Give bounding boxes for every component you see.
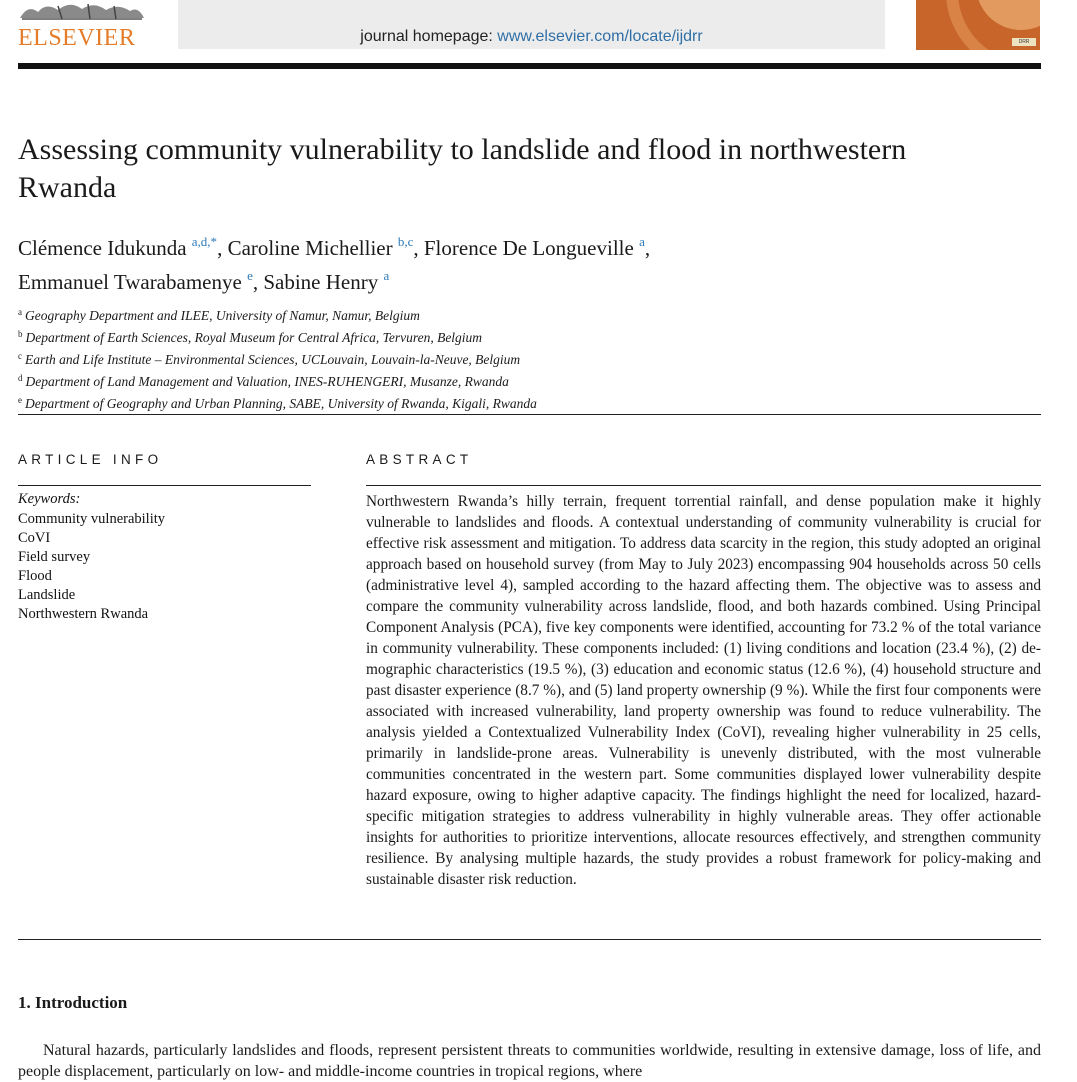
journal-homepage-banner <box>178 0 885 49</box>
author-name: Sabine Henry <box>263 270 379 294</box>
affiliation-mark: b <box>18 329 23 339</box>
author-name: Clémence Idukunda <box>18 236 187 260</box>
affiliation-mark: c <box>18 351 22 361</box>
affiliation-text: Department of Geography and Urban Planning, SABE, University of Rwanda, Kigali, Rwanda <box>25 396 537 411</box>
keyword-item: CoVI <box>18 530 51 546</box>
keyword-item: Field survey <box>18 549 91 565</box>
keyword-list <box>18 510 165 624</box>
author-separator: , <box>644 236 651 260</box>
elsevier-tree-logo-icon <box>18 0 146 20</box>
cover-badge: DRR <box>1012 38 1036 46</box>
introduction-paragraph: Natural hazards, particularly landslides and floods, represent persistent threats to communities worldwide, resulting in extensive damage, loss of life, and people displacement, particularly on low- and middle-income countries in tropical regions, where <box>18 1042 1041 1080</box>
affiliation-text: Earth and Life Institute – Environmental Sciences, UCLouvain, Louvain-la-Neuve, Belgium <box>25 352 521 367</box>
author-affiliation-marks[interactable]: a <box>639 234 645 249</box>
author-name: Emmanuel Twarabamenye <box>18 270 242 294</box>
affiliations-divider <box>18 414 1041 415</box>
affiliation-text: Department of Land Management and Valuation, INES-RUHENGERI, Musanze, Rwanda <box>25 374 509 389</box>
author-affiliation-marks[interactable]: e <box>247 268 253 283</box>
affiliation-mark: e <box>18 395 22 405</box>
introduction-heading: 1. Introduction <box>18 993 128 1012</box>
affiliation-item <box>18 303 1028 325</box>
keyword-item: Landslide <box>18 587 76 603</box>
affiliation-mark: a <box>18 307 22 317</box>
abstract-text: Northwestern Rwanda’s hilly terrain, frequent torrential rainfall, and dense population make it highly vulnerable to landslides and floods. A contextual understanding of community vulnerability is crucial for effective risk assessment and mitigation. To address data scarcity in the region, this study adopted an original approach based on household survey (from May to July 2023) encompassing 904 households across 50 cells (administrative level 4), sampled according to the hazard affecting them. The objective was to assess and compare the community vulnerability across landslide, flood, and both hazards combined. Using Principal Component Analysis (PCA), five key components were identified, accounting for 73.2 % of the total variance in community vulnerability. These components included: (1) living conditions and location (23.4 %), (2) demographic characteristics (19.5 %), (3) education and economic status (12.6 %), (4) household structure and past disaster experience (8.7 %), and (5) land property ownership (9 %). While the first four components were associated with increased vulnerability, land property ownership was found to reduce vulnerability. The analysis yielded a Contextualized Vulnerability Index (CoVI), revealing higher vulnerability in 25 cells, primarily in landslide-prone areas. Vulnerability is unevenly distributed, with the most vulnerable communities concentrated in the western part. Some communities displayed lower vulnerability despite hazard exposure, owing to higher adaptive capacity. The findings highlight the need for localized, hazard-specific mitigation strategies to address vulnerability in highly vulnerable areas. They offer actionable insights for authorities to prioritize interventions, allocate resources effectively, and strengthen community resilience. By analysing multiple hazards, the study provides a robust framework for policy-making and sustainable disaster risk reduction. <box>366 493 1041 888</box>
author-affiliation-marks[interactable]: a,d,* <box>191 234 218 249</box>
author[interactable] <box>18 236 217 260</box>
author-name: Florence De Longueville <box>423 236 634 260</box>
author[interactable] <box>424 236 645 260</box>
article-title: Assessing community vulnerability to landslide and flood in northwestern Rwanda <box>18 133 907 204</box>
keyword-item: Community vulnerability <box>18 511 166 527</box>
article-info-heading: ARTICLE INFO <box>18 452 163 467</box>
journal-homepage-line <box>178 28 885 46</box>
author-affiliation-marks[interactable]: a <box>383 268 390 283</box>
author[interactable] <box>18 270 253 294</box>
abstract-divider <box>18 939 1041 940</box>
affiliation-item <box>18 325 1028 347</box>
keyword-item: Flood <box>18 568 52 584</box>
affiliation-text: Geography Department and ILEE, University of Namur, Namur, Belgium <box>25 308 420 323</box>
article-info-rule <box>18 485 311 486</box>
author-list <box>18 228 1028 296</box>
abstract-rule <box>366 485 1041 486</box>
header-rule <box>18 63 1041 69</box>
keyword-item: Northwestern Rwanda <box>18 606 149 622</box>
author[interactable] <box>263 270 389 294</box>
affiliation-item <box>18 369 1028 391</box>
author-separator: , <box>252 270 264 294</box>
author-separator: , <box>413 236 424 260</box>
author-affiliation-marks[interactable]: b,c <box>397 234 414 249</box>
homepage-label: journal homepage: <box>360 28 493 45</box>
affiliation-mark: d <box>18 373 23 383</box>
author-name: Caroline Michellier <box>227 236 393 260</box>
abstract-heading: ABSTRACT <box>366 452 473 467</box>
journal-header <box>0 0 1077 72</box>
affiliation-item <box>18 347 1028 369</box>
journal-homepage-link[interactable]: www.elsevier.com/locate/ijdrr <box>497 28 703 45</box>
author-separator: , <box>217 236 228 260</box>
affiliation-text: Department of Earth Sciences, Royal Museum for Central Africa, Tervuren, Belgium <box>25 330 483 345</box>
elsevier-wordmark: ELSEVIER <box>18 25 136 51</box>
author[interactable] <box>228 236 414 260</box>
affiliation-list <box>18 303 1028 413</box>
keywords-label: Keywords: <box>18 491 81 507</box>
affiliation-item <box>18 391 1028 413</box>
